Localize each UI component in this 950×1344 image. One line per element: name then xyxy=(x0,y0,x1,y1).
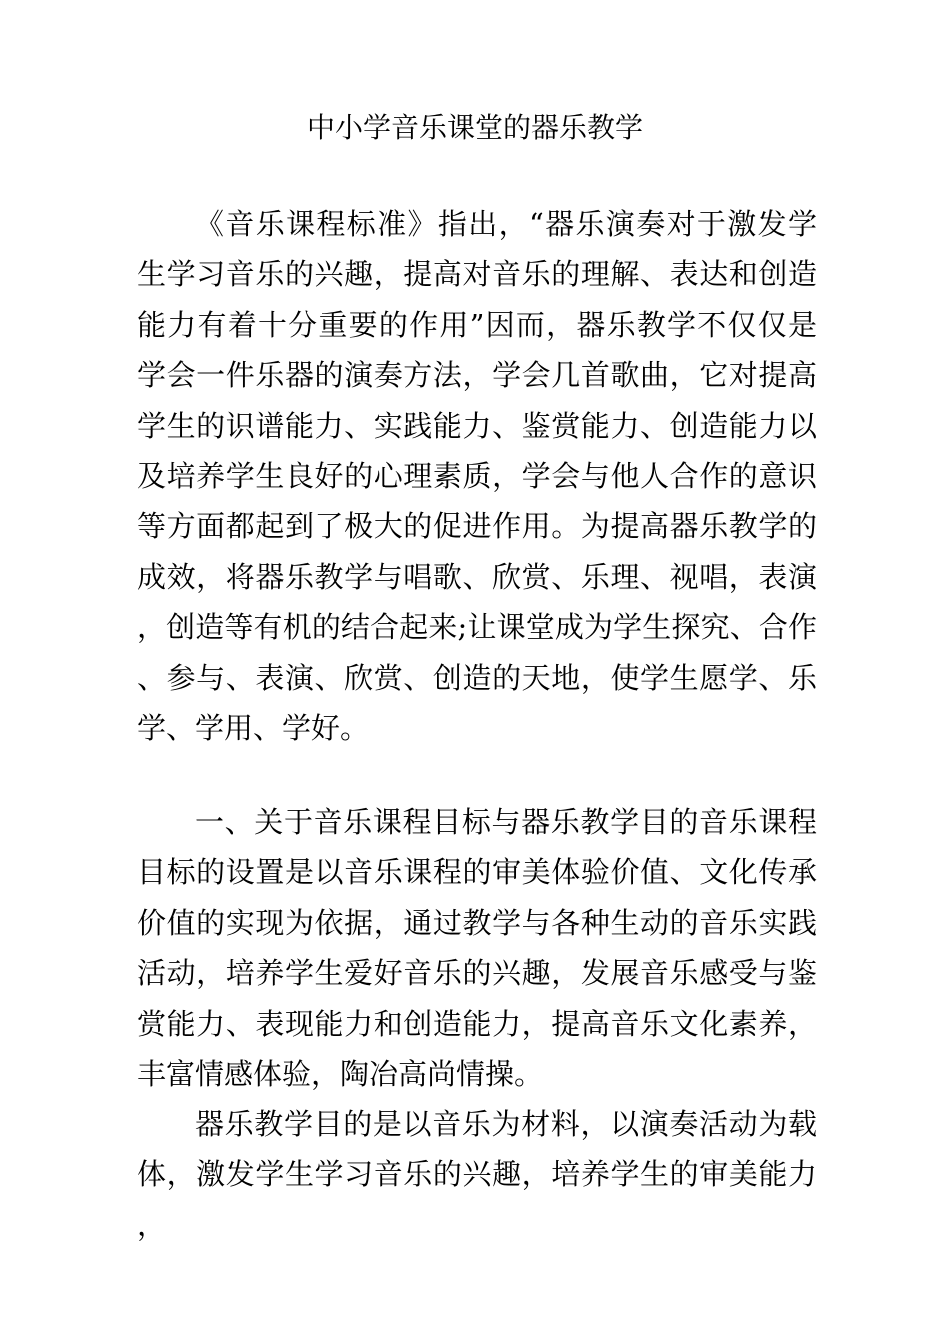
document-title: 中小学音乐课堂的器乐教学 xyxy=(306,111,643,144)
paragraph-intro: 《音乐课程标准》指出，“器乐演奏对于激发学生学习音乐的兴趣，提高对音乐的理解、表达和创造能力有着十分重要的作用”因而，器乐教学不仅仅是学会一件乐器的演奏方法，学会几首歌曲，它对提高学生的识谱能力、实践能力、鉴赏能力、创造能力以及培养学生良好的心理素质，学会与他人合作的意识等方面都起到了极大的促进作用。为提高器乐教学的成效，将器乐教学与唱歌、欣赏、乐理、视唱，表演，创造等有机的结合起来;让课堂成为学生探究、合作、参与、表演、欣赏、创造的天地，使学生愿学、乐学、学用、学好。 xyxy=(137,207,817,746)
paragraph-section-one: 一、关于音乐课程目标与器乐教学目的音乐课程目标的设置是以音乐课程的审美体验价值、文化传承价值的实现为依据，通过教学与各种生动的音乐实践活动，培养学生爱好音乐的兴趣，发展音乐感受与鉴赏能力、表现能力和创造能力，提高音乐文化素养，丰富情感体验，陶冶高尚情操。 xyxy=(137,805,817,1092)
paragraph-instrument-goal: 器乐教学目的是以音乐为材料，以演奏活动为载体，激发学生学习音乐的兴趣，培养学生的审美能力， xyxy=(137,1107,817,1242)
